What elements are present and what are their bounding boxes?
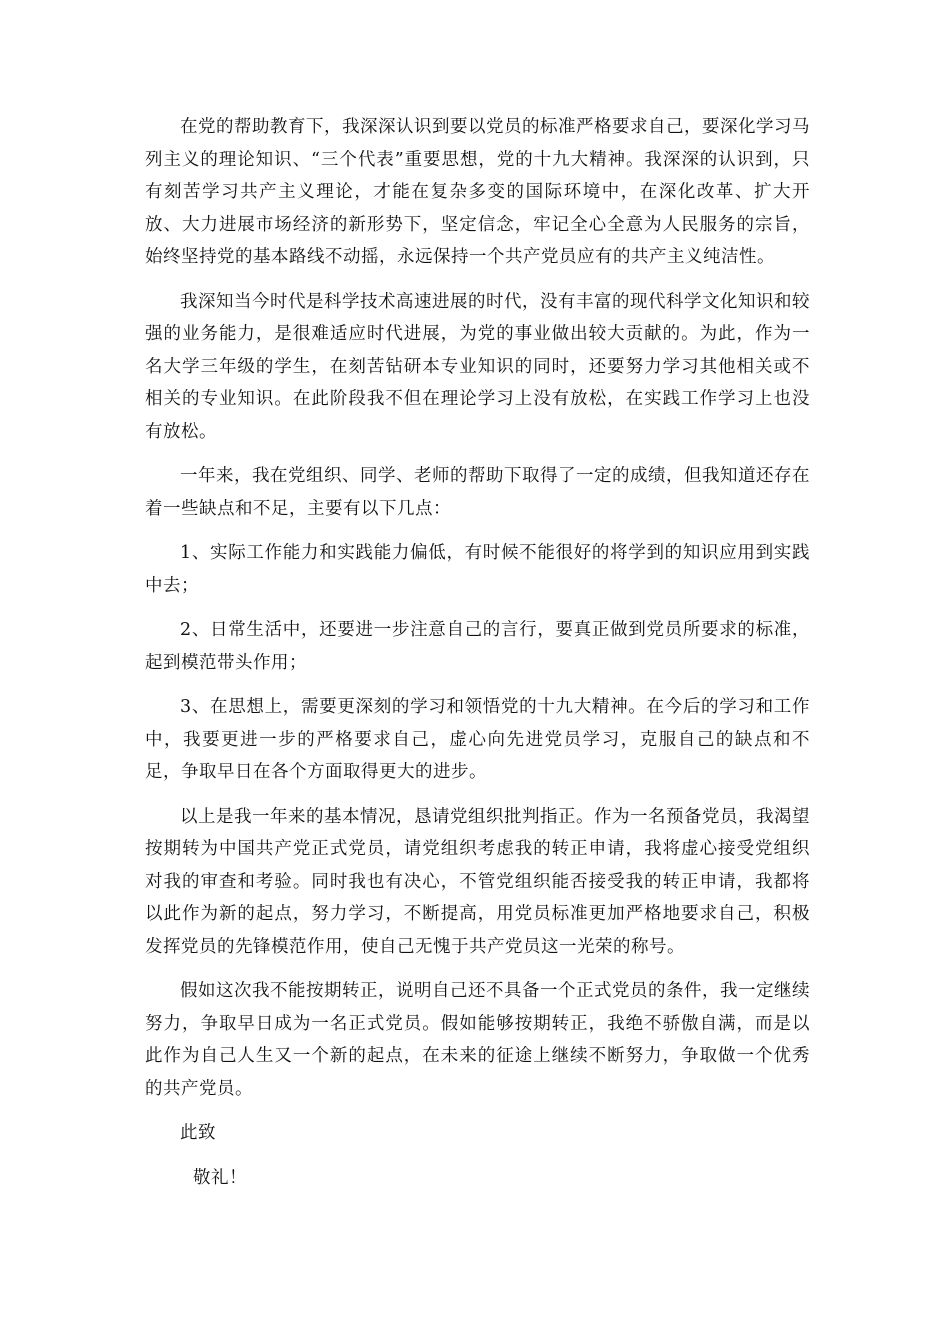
- paragraph-knowledge: 我深知当今时代是科学技术高速进展的时代，没有丰富的现代科学文化知识和较强的业务能力，是很难适应时代进展，为党的事业做出较大贡献的。为此，作为一名大学三年级的学生，在刻苦钻研本专业知识的同时，还要努力学习其他相关或不相关的专业知识。在此阶段我不但在理论学习上没有放松，在实践工作学习上也没有放松。: [145, 291, 810, 442]
- salutation-line: 敬礼！: [193, 1167, 247, 1188]
- letter-body: [145, 111, 810, 1194]
- paragraph-resolution: 假如这次我不能按期转正，说明自己还不具备一个正式党员的条件，我一定继续努力，争取早日成为一名正式党员。假如能够按期转正，我绝不骄傲自满，而是以此作为自己人生又一个新的起点，在未来的征途上继续不断努力，争取做一个优秀的共产党员。: [145, 981, 810, 1099]
- list-item-shortcoming-3: 3、在思想上，需要更深刻的学习和领悟党的十九大精神。在今后的学习和工作中，我要更进一步的严格要求自己，虚心向先进党员学习，克服自己的缺点和不足，争取早日在各个方面取得更大的进步。: [145, 697, 810, 782]
- paragraph-study-theory: 在党的帮助教育下，我深深认识到要以党员的标准严格要求自己，要深化学习马列主义的理论知识、“三个代表”重要思想，党的十九大精神。我深深的认识到，只有刻苦学习共产主义理论，才能在复杂多变的国际环境中，在深化改革、扩大开放、大力进展市场经济的新形势下，坚定信念，牢记全心全意为人民服务的宗旨，始终坚持党的基本路线不动摇，永远保持一个共产党员应有的共产主义纯洁性。: [145, 117, 810, 267]
- paragraph-request: 以上是我一年来的基本情况，恳请党组织批判指正。作为一名预备党员，我渴望按期转为中国共产党正式党员，请党组织考虑我的转正申请，我将虚心接受党组织对我的审查和考验。同时我也有决心，不管党组织能否接受我的转正申请，我都将以此作为新的起点，努力学习，不断提高，用党员标准更加严格地要求自己，积极发挥党员的先锋模范作用，使自己无愧于共产党员这一光荣的称号。: [145, 806, 810, 957]
- closing-line: 此致: [180, 1123, 216, 1143]
- list-item-shortcoming-1: 1、实际工作能力和实践能力偏低，有时候不能很好的将学到的知识应用到实践中去；: [145, 543, 810, 596]
- paragraph-shortcomings-intro: 一年来，我在党组织、同学、老师的帮助下取得了一定的成绩，但我知道还存在着一些缺点和不足，主要有以下几点：: [145, 466, 810, 519]
- list-item-shortcoming-2: 2、日常生活中，还要进一步注意自己的言行，要真正做到党员所要求的标准，起到模范带头作用；: [145, 620, 810, 673]
